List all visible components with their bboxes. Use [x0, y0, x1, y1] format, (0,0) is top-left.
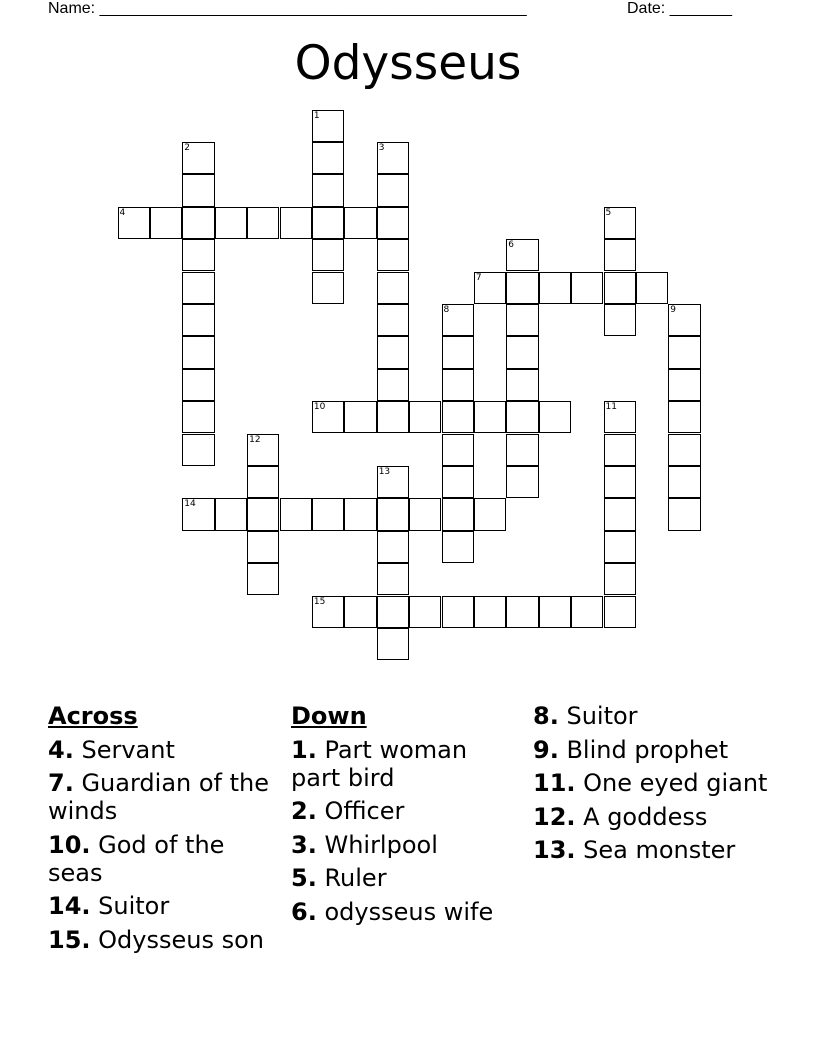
grid-cell[interactable]	[506, 336, 538, 368]
cell-number: 7	[475, 272, 482, 283]
grid-cell[interactable]	[377, 563, 409, 595]
clue-item	[291, 797, 521, 825]
clue-text: Sea monster	[575, 836, 736, 864]
grid-cell[interactable]	[312, 272, 344, 304]
grid-cell[interactable]	[247, 563, 279, 595]
grid-cell[interactable]	[280, 498, 312, 530]
grid-cell[interactable]	[604, 207, 636, 239]
across-heading: Across	[48, 702, 138, 730]
grid-cell[interactable]	[442, 304, 474, 336]
clue-number: 2.	[291, 797, 317, 825]
grid-cell[interactable]	[668, 369, 700, 401]
grid-cell[interactable]	[377, 304, 409, 336]
clue-number: 7.	[48, 769, 74, 797]
grid-cell[interactable]	[442, 531, 474, 563]
grid-cell[interactable]	[409, 596, 441, 628]
date-field-label: Date: _______	[627, 0, 732, 17]
clue-number: 10.	[48, 830, 91, 859]
grid-cell[interactable]	[312, 239, 344, 271]
grid-cell[interactable]	[506, 596, 538, 628]
grid-cell[interactable]	[474, 272, 506, 304]
grid-cell[interactable]	[377, 466, 409, 498]
grid-cell[interactable]	[442, 498, 474, 530]
cell-number: 11	[605, 402, 617, 413]
grid-cell[interactable]	[312, 401, 344, 433]
clue-text: Suitor	[558, 702, 638, 730]
grid-cell[interactable]	[539, 272, 571, 304]
grid-cell[interactable]	[182, 174, 214, 206]
grid-cell[interactable]	[409, 401, 441, 433]
clue-item	[48, 831, 278, 887]
clue-text: Servant	[73, 735, 175, 764]
cell-number: 10	[313, 402, 326, 413]
clue-number: 6.	[291, 897, 317, 926]
grid-cell[interactable]	[474, 596, 506, 628]
cell-number: 4	[119, 207, 126, 218]
cell-number: 1	[313, 110, 320, 121]
grid-cell[interactable]	[506, 239, 538, 271]
grid-cell[interactable]	[442, 369, 474, 401]
clue-item	[291, 831, 521, 859]
clue-text: A goddess	[575, 802, 708, 831]
grid-cell[interactable]	[215, 498, 247, 530]
grid-cell[interactable]	[344, 596, 376, 628]
grid-cell[interactable]	[118, 207, 150, 239]
grid-cell[interactable]	[668, 336, 700, 368]
grid-cell[interactable]	[377, 272, 409, 304]
grid-cell[interactable]	[377, 498, 409, 530]
grid-cell[interactable]	[409, 498, 441, 530]
grid-cell[interactable]	[442, 401, 474, 433]
cell-number: 13	[378, 466, 391, 477]
grid-cell[interactable]	[506, 466, 538, 498]
name-field-label: Name: ________________________________________________	[48, 0, 527, 17]
clue-text: Ruler	[316, 864, 387, 892]
grid-cell[interactable]	[247, 531, 279, 563]
grid-cell[interactable]	[182, 207, 214, 239]
grid-cell[interactable]	[377, 207, 409, 239]
grid-cell[interactable]	[312, 174, 344, 206]
grid-cell[interactable]	[604, 563, 636, 595]
grid-cell[interactable]	[247, 207, 279, 239]
grid-cell[interactable]	[442, 596, 474, 628]
down-heading: Down	[291, 702, 367, 730]
cell-number: 3	[378, 142, 385, 153]
grid-cell[interactable]	[604, 401, 636, 433]
grid-cell[interactable]	[668, 401, 700, 433]
clue-number: 15.	[48, 925, 91, 954]
grid-cell[interactable]	[150, 207, 182, 239]
grid-cell[interactable]	[506, 304, 538, 336]
cell-number: 2	[184, 142, 191, 153]
clue-item	[48, 736, 278, 764]
grid-cell[interactable]	[474, 498, 506, 530]
grid-cell[interactable]	[182, 369, 214, 401]
grid-cell[interactable]	[571, 596, 603, 628]
clue-text: Officer	[316, 797, 405, 825]
clue-number: 3.	[291, 830, 317, 859]
clue-text: Guardian of the winds	[48, 769, 270, 825]
clue-number: 12.	[533, 802, 576, 831]
grid-cell[interactable]	[604, 466, 636, 498]
clue-text: odysseus wife	[316, 897, 494, 926]
clue-number: 5.	[291, 864, 317, 892]
grid-cell[interactable]	[442, 336, 474, 368]
grid-cell[interactable]	[182, 142, 214, 174]
clue-text: Part woman part bird	[291, 735, 468, 792]
grid-cell[interactable]	[247, 466, 279, 498]
grid-cell[interactable]	[312, 207, 344, 239]
clue-item	[48, 926, 278, 954]
grid-cell[interactable]	[377, 596, 409, 628]
cell-number: 5	[605, 207, 612, 218]
clue-item	[533, 836, 773, 864]
clue-text: One eyed giant	[575, 769, 768, 797]
grid-cell[interactable]	[312, 110, 344, 142]
grid-cell[interactable]	[377, 628, 409, 660]
cell-number: 6	[508, 240, 515, 251]
grid-cell[interactable]	[377, 369, 409, 401]
grid-cell[interactable]	[182, 401, 214, 433]
grid-cell[interactable]	[506, 434, 538, 466]
puzzle-title: Odysseus	[294, 36, 522, 91]
clue-text: Odysseus son	[90, 925, 264, 954]
clue-item	[533, 803, 773, 831]
clue-item	[291, 736, 521, 792]
clue-number: 9.	[533, 735, 559, 764]
grid-cell[interactable]	[182, 272, 214, 304]
grid-cell[interactable]	[442, 466, 474, 498]
grid-cell[interactable]	[604, 272, 636, 304]
clue-text: Blind prophet	[558, 735, 729, 764]
clue-item	[533, 702, 773, 730]
clue-text: Whirlpool	[316, 830, 438, 859]
clue-text: God of the seas	[48, 830, 225, 887]
grid-cell[interactable]	[312, 498, 344, 530]
grid-cell[interactable]	[571, 272, 603, 304]
cell-number: 9	[670, 304, 677, 315]
grid-cell[interactable]	[182, 239, 214, 271]
grid-cell[interactable]	[344, 207, 376, 239]
grid-cell[interactable]	[247, 434, 279, 466]
down-clues-column	[291, 702, 521, 931]
cell-number: 8	[443, 304, 450, 315]
grid-cell[interactable]	[506, 401, 538, 433]
grid-cell[interactable]	[668, 498, 700, 530]
clue-number: 4.	[48, 735, 74, 764]
grid-cell[interactable]	[604, 434, 636, 466]
grid-cell[interactable]	[474, 401, 506, 433]
grid-cell[interactable]	[668, 304, 700, 336]
grid-cell[interactable]	[377, 239, 409, 271]
clue-number: 13.	[533, 836, 576, 864]
clue-item	[48, 769, 278, 825]
grid-cell[interactable]	[377, 336, 409, 368]
grid-cell[interactable]	[604, 239, 636, 271]
grid-cell[interactable]	[604, 304, 636, 336]
grid-cell[interactable]	[377, 401, 409, 433]
clue-item	[291, 864, 521, 892]
grid-cell[interactable]	[506, 272, 538, 304]
grid-cell[interactable]	[604, 531, 636, 563]
grid-cell[interactable]	[668, 434, 700, 466]
grid-cell[interactable]	[182, 336, 214, 368]
grid-cell[interactable]	[377, 174, 409, 206]
grid-cell[interactable]	[377, 142, 409, 174]
grid-cell[interactable]	[182, 304, 214, 336]
clue-item	[533, 736, 773, 764]
grid-cell[interactable]	[344, 498, 376, 530]
grid-cell[interactable]	[280, 207, 312, 239]
clue-number: 8.	[533, 702, 559, 730]
grid-cell[interactable]	[668, 466, 700, 498]
clue-number: 14.	[48, 892, 91, 920]
clue-item	[48, 892, 278, 920]
grid-cell[interactable]	[604, 596, 636, 628]
clue-item	[291, 898, 521, 926]
grid-cell[interactable]	[182, 434, 214, 466]
cell-number: 15	[313, 596, 326, 607]
grid-cell[interactable]	[377, 531, 409, 563]
cell-number: 12	[249, 434, 261, 445]
clue-item	[533, 769, 773, 797]
grid-cell[interactable]	[604, 498, 636, 530]
grid-cell[interactable]	[312, 142, 344, 174]
grid-cell[interactable]	[636, 272, 668, 304]
clue-number: 1.	[291, 735, 317, 764]
grid-cell[interactable]	[215, 207, 247, 239]
grid-cell[interactable]	[344, 401, 376, 433]
grid-cell[interactable]	[247, 498, 279, 530]
down-clues-continued-column	[533, 702, 773, 870]
grid-cell[interactable]	[539, 596, 571, 628]
grid-cell[interactable]	[312, 596, 344, 628]
grid-cell[interactable]	[539, 401, 571, 433]
grid-cell[interactable]	[506, 369, 538, 401]
grid-cell[interactable]	[182, 498, 214, 530]
cell-number: 14	[184, 499, 196, 510]
grid-cell[interactable]	[442, 434, 474, 466]
across-clues-column	[48, 702, 278, 959]
clue-number: 11.	[533, 769, 576, 797]
clue-text: Suitor	[90, 892, 170, 920]
